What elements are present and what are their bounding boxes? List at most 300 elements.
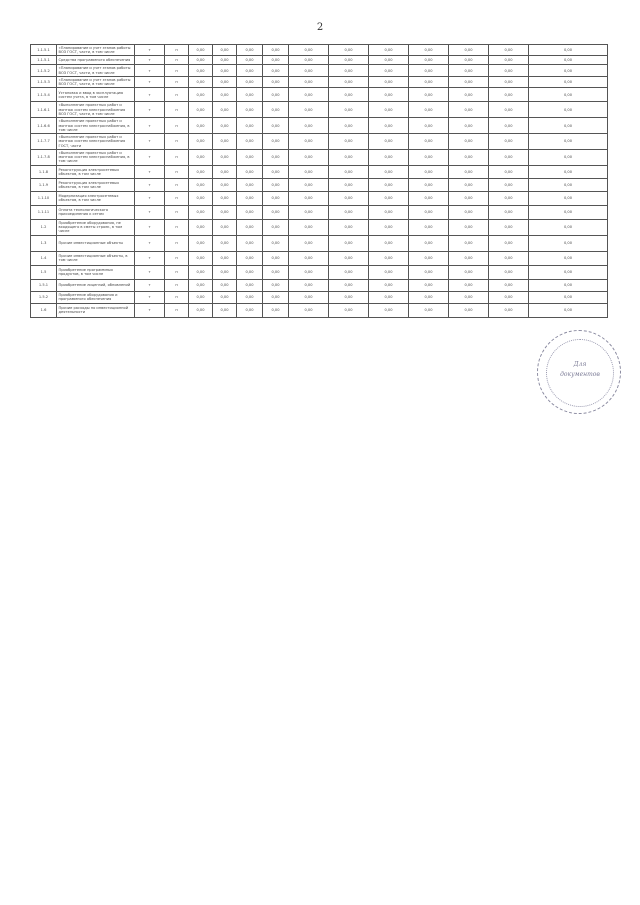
row-value: 0,00 bbox=[263, 45, 289, 56]
row-value: 0,00 bbox=[409, 303, 449, 317]
table-row bbox=[31, 118, 608, 134]
row-value: 0,00 bbox=[529, 65, 608, 76]
row-value: 0,00 bbox=[289, 219, 329, 235]
row-unit: т bbox=[135, 235, 165, 251]
row-value: п bbox=[165, 178, 189, 191]
row-value: 0,00 bbox=[529, 251, 608, 265]
row-value: 0,00 bbox=[213, 205, 237, 219]
table-row bbox=[31, 56, 608, 65]
row-value: 0,00 bbox=[369, 88, 409, 102]
row-code: 1.1.8 bbox=[31, 165, 57, 178]
row-value: 0,00 bbox=[529, 118, 608, 134]
row-value: 0,00 bbox=[489, 88, 529, 102]
row-value: 0,00 bbox=[369, 178, 409, 191]
row-value: 0,00 bbox=[213, 165, 237, 178]
row-value: 0,00 bbox=[449, 251, 489, 265]
row-value: 0,00 bbox=[409, 251, 449, 265]
row-value: 0,00 bbox=[289, 118, 329, 134]
row-value: 0,00 bbox=[449, 219, 489, 235]
row-value: 0,00 bbox=[449, 205, 489, 219]
row-value: 0,00 bbox=[409, 265, 449, 279]
row-description: «Планирование и учет этапов работы ВОЗ ГОСТ, части, в том числе bbox=[57, 76, 135, 87]
row-value: 0,00 bbox=[369, 76, 409, 87]
table-row bbox=[31, 178, 608, 191]
row-value: 0,00 bbox=[369, 205, 409, 219]
row-value: 0,00 bbox=[237, 191, 263, 205]
row-code: 1.6 bbox=[31, 303, 57, 317]
row-value: 0,00 bbox=[189, 118, 213, 134]
row-value: 0,00 bbox=[289, 279, 329, 291]
table-row bbox=[31, 102, 608, 118]
row-value: 0,00 bbox=[529, 291, 608, 303]
row-value: 0,00 bbox=[449, 291, 489, 303]
row-value: 0,00 bbox=[289, 102, 329, 118]
row-value: 0,00 bbox=[329, 291, 369, 303]
row-value: 0,00 bbox=[369, 265, 409, 279]
row-value: 0,00 bbox=[409, 165, 449, 178]
row-code: 1.5.2 bbox=[31, 291, 57, 303]
row-value: 0,00 bbox=[289, 149, 329, 165]
row-value: 0,00 bbox=[189, 56, 213, 65]
table-row bbox=[31, 76, 608, 87]
row-value: 0,00 bbox=[189, 88, 213, 102]
row-value: 0,00 bbox=[369, 134, 409, 150]
row-value: 0,00 bbox=[289, 88, 329, 102]
row-value: 0,00 bbox=[189, 205, 213, 219]
row-value: п bbox=[165, 191, 189, 205]
row-value: 0,00 bbox=[329, 134, 369, 150]
row-value: 0,00 bbox=[409, 56, 449, 65]
row-unit: т bbox=[135, 219, 165, 235]
row-value: 0,00 bbox=[409, 191, 449, 205]
row-value: 0,00 bbox=[263, 65, 289, 76]
row-description: Оплата технологического присоединения к сетям bbox=[57, 205, 135, 219]
row-description: Установка и ввод в эксплуатацию систем учета, в том числе bbox=[57, 88, 135, 102]
row-value: 0,00 bbox=[489, 134, 529, 150]
row-value: 0,00 bbox=[213, 134, 237, 150]
row-value: 0,00 bbox=[369, 303, 409, 317]
row-value: 0,00 bbox=[489, 165, 529, 178]
row-value: 0,00 bbox=[237, 279, 263, 291]
row-value: 0,00 bbox=[237, 76, 263, 87]
row-value: 0,00 bbox=[329, 303, 369, 317]
row-description: «Выполнение проектных работ и монтаж систем электроснабжения, в том числе bbox=[57, 118, 135, 134]
row-value: 0,00 bbox=[263, 279, 289, 291]
row-value: п bbox=[165, 76, 189, 87]
row-value: 0,00 bbox=[369, 235, 409, 251]
row-value: 0,00 bbox=[409, 102, 449, 118]
row-description: Прочие инвестиционные объекты bbox=[57, 235, 135, 251]
row-code: 1.1.5.1 bbox=[31, 56, 57, 65]
row-value: 0,00 bbox=[529, 178, 608, 191]
row-value: 0,00 bbox=[449, 191, 489, 205]
stamp-text-line2: документов bbox=[560, 371, 600, 378]
table-row bbox=[31, 303, 608, 317]
row-value: 0,00 bbox=[489, 149, 529, 165]
row-value: 0,00 bbox=[329, 56, 369, 65]
row-description: Прочие расходы по инвестиционной деятельности bbox=[57, 303, 135, 317]
row-value: 0,00 bbox=[529, 134, 608, 150]
row-value: 0,00 bbox=[237, 88, 263, 102]
row-description: «Планирование и учет этапов работы ВОЗ ГОСТ, части, в том числе bbox=[57, 65, 135, 76]
row-value: 0,00 bbox=[263, 291, 289, 303]
row-value: 0,00 bbox=[489, 251, 529, 265]
row-value: 0,00 bbox=[409, 219, 449, 235]
row-value: 0,00 bbox=[529, 45, 608, 56]
row-value: 0,00 bbox=[489, 191, 529, 205]
row-value: 0,00 bbox=[329, 149, 369, 165]
row-value: 0,00 bbox=[369, 102, 409, 118]
row-unit: т bbox=[135, 303, 165, 317]
row-description: Реконструкция электросетевых объектов, в том числе bbox=[57, 165, 135, 178]
row-description: Средства программного обеспечения bbox=[57, 56, 135, 65]
row-value: п bbox=[165, 102, 189, 118]
row-value: 0,00 bbox=[329, 45, 369, 56]
row-unit: т bbox=[135, 291, 165, 303]
row-value: 0,00 bbox=[263, 76, 289, 87]
row-code: 1.2 bbox=[31, 219, 57, 235]
row-value: 0,00 bbox=[213, 279, 237, 291]
row-value: 0,00 bbox=[189, 178, 213, 191]
row-unit: т bbox=[135, 65, 165, 76]
row-value: 0,00 bbox=[329, 165, 369, 178]
row-value: 0,00 bbox=[449, 165, 489, 178]
row-value: 0,00 bbox=[489, 102, 529, 118]
row-value: 0,00 bbox=[409, 65, 449, 76]
row-code: 1.1.11 bbox=[31, 205, 57, 219]
row-value: 0,00 bbox=[489, 205, 529, 219]
row-value: 0,00 bbox=[263, 235, 289, 251]
row-value: 0,00 bbox=[529, 102, 608, 118]
row-value: 0,00 bbox=[409, 279, 449, 291]
row-value: 0,00 bbox=[263, 219, 289, 235]
row-value: 0,00 bbox=[529, 235, 608, 251]
row-unit: т bbox=[135, 118, 165, 134]
row-value: 0,00 bbox=[289, 165, 329, 178]
row-value: 0,00 bbox=[529, 76, 608, 87]
table-row bbox=[31, 88, 608, 102]
data-table bbox=[30, 44, 608, 318]
row-value: 0,00 bbox=[289, 235, 329, 251]
row-unit: т bbox=[135, 165, 165, 178]
row-value: 0,00 bbox=[409, 45, 449, 56]
row-value: 0,00 bbox=[409, 118, 449, 134]
row-unit: т bbox=[135, 134, 165, 150]
row-value: 0,00 bbox=[409, 88, 449, 102]
row-value: 0,00 bbox=[489, 65, 529, 76]
row-value: п bbox=[165, 149, 189, 165]
row-unit: т bbox=[135, 102, 165, 118]
stamp-text-line1: Для bbox=[573, 361, 587, 368]
table-row bbox=[31, 235, 608, 251]
row-value: п bbox=[165, 265, 189, 279]
row-value: 0,00 bbox=[263, 205, 289, 219]
row-value: 0,00 bbox=[369, 219, 409, 235]
official-stamp bbox=[537, 330, 621, 414]
row-code: 1.1.9 bbox=[31, 178, 57, 191]
row-value: 0,00 bbox=[529, 219, 608, 235]
table-row bbox=[31, 191, 608, 205]
row-value: 0,00 bbox=[409, 149, 449, 165]
row-unit: т bbox=[135, 205, 165, 219]
row-value: 0,00 bbox=[189, 165, 213, 178]
row-value: п bbox=[165, 56, 189, 65]
row-value: 0,00 bbox=[449, 56, 489, 65]
row-code: 1.1.7.8 bbox=[31, 149, 57, 165]
row-value: 0,00 bbox=[213, 219, 237, 235]
row-value: 0,00 bbox=[329, 219, 369, 235]
row-value: 0,00 bbox=[263, 178, 289, 191]
row-description: Приобретение оборудования и программного обеспечения bbox=[57, 291, 135, 303]
row-unit: т bbox=[135, 149, 165, 165]
table-row bbox=[31, 65, 608, 76]
row-value: 0,00 bbox=[449, 149, 489, 165]
row-value: 0,00 bbox=[449, 65, 489, 76]
row-value: 0,00 bbox=[489, 279, 529, 291]
row-value: 0,00 bbox=[237, 149, 263, 165]
row-value: 0,00 bbox=[529, 165, 608, 178]
row-value: 0,00 bbox=[489, 235, 529, 251]
row-value: 0,00 bbox=[213, 303, 237, 317]
row-value: 0,00 bbox=[189, 279, 213, 291]
row-value: 0,00 bbox=[263, 118, 289, 134]
row-value: 0,00 bbox=[263, 56, 289, 65]
row-value: 0,00 bbox=[237, 102, 263, 118]
row-value: 0,00 bbox=[289, 291, 329, 303]
row-value: 0,00 bbox=[213, 65, 237, 76]
row-value: 0,00 bbox=[369, 279, 409, 291]
row-value: 0,00 bbox=[213, 118, 237, 134]
row-value: 0,00 bbox=[189, 303, 213, 317]
row-value: 0,00 bbox=[329, 251, 369, 265]
row-value: 0,00 bbox=[489, 303, 529, 317]
row-value: 0,00 bbox=[237, 118, 263, 134]
row-description: «Планирование и учет этапов работы ВОЗ ГОСТ, части, в том числе bbox=[57, 45, 135, 56]
row-value: 0,00 bbox=[409, 205, 449, 219]
row-value: 0,00 bbox=[213, 235, 237, 251]
row-unit: т bbox=[135, 56, 165, 65]
row-value: 0,00 bbox=[489, 76, 529, 87]
row-value: 0,00 bbox=[409, 178, 449, 191]
row-value: п bbox=[165, 251, 189, 265]
row-value: 0,00 bbox=[489, 291, 529, 303]
row-value: п bbox=[165, 65, 189, 76]
row-value: 0,00 bbox=[189, 102, 213, 118]
row-value: 0,00 bbox=[237, 205, 263, 219]
row-value: 0,00 bbox=[237, 178, 263, 191]
row-value: 0,00 bbox=[213, 56, 237, 65]
row-description: «Выполнение проектных работ и монтаж систем электроснабжения, в том числе bbox=[57, 149, 135, 165]
row-value: 0,00 bbox=[409, 76, 449, 87]
table-row bbox=[31, 279, 608, 291]
row-value: 0,00 bbox=[263, 191, 289, 205]
row-value: 0,00 bbox=[263, 134, 289, 150]
row-unit: т bbox=[135, 191, 165, 205]
row-value: 0,00 bbox=[489, 178, 529, 191]
table-row bbox=[31, 165, 608, 178]
row-value: 0,00 bbox=[369, 56, 409, 65]
row-value: 0,00 bbox=[409, 291, 449, 303]
row-description: «Выполнение проектных работ и монтаж систем электроснабжения ГОСТ, части bbox=[57, 134, 135, 150]
row-value: 0,00 bbox=[189, 65, 213, 76]
row-code: 1.3 bbox=[31, 235, 57, 251]
row-value: 0,00 bbox=[237, 45, 263, 56]
row-value: п bbox=[165, 219, 189, 235]
row-value: п bbox=[165, 235, 189, 251]
row-code: 1.1.5.4 bbox=[31, 88, 57, 102]
row-value: 0,00 bbox=[489, 118, 529, 134]
row-description: Приобретение программных продуктов, в том числе bbox=[57, 265, 135, 279]
row-value: 0,00 bbox=[529, 303, 608, 317]
row-value: 0,00 bbox=[529, 265, 608, 279]
table-row bbox=[31, 265, 608, 279]
row-value: п bbox=[165, 205, 189, 219]
row-value: 0,00 bbox=[289, 265, 329, 279]
row-value: 0,00 bbox=[329, 178, 369, 191]
row-value: 0,00 bbox=[529, 191, 608, 205]
row-value: 0,00 bbox=[369, 251, 409, 265]
row-value: 0,00 bbox=[529, 88, 608, 102]
row-code: 1.1.7.7 bbox=[31, 134, 57, 150]
row-value: 0,00 bbox=[289, 56, 329, 65]
row-value: 0,00 bbox=[329, 88, 369, 102]
row-value: 0,00 bbox=[449, 303, 489, 317]
row-value: 0,00 bbox=[237, 219, 263, 235]
row-value: 0,00 bbox=[289, 205, 329, 219]
row-value: 0,00 bbox=[329, 65, 369, 76]
row-unit: т bbox=[135, 265, 165, 279]
row-value: 0,00 bbox=[409, 235, 449, 251]
row-value: п bbox=[165, 303, 189, 317]
row-value: 0,00 bbox=[329, 205, 369, 219]
row-description: Прочие инвестиционные объекты, в том числе bbox=[57, 251, 135, 265]
row-value: 0,00 bbox=[369, 291, 409, 303]
row-value: 0,00 bbox=[449, 265, 489, 279]
row-value: п bbox=[165, 291, 189, 303]
row-unit: т bbox=[135, 279, 165, 291]
row-value: 0,00 bbox=[289, 303, 329, 317]
row-description: Модернизация электросетевых объектов, в том числе bbox=[57, 191, 135, 205]
row-value: 0,00 bbox=[189, 149, 213, 165]
row-value: 0,00 bbox=[189, 191, 213, 205]
row-description: Реконструкция электросетевых объектов, в том числе bbox=[57, 178, 135, 191]
row-value: 0,00 bbox=[329, 102, 369, 118]
row-value: 0,00 bbox=[369, 165, 409, 178]
row-value: 0,00 bbox=[189, 251, 213, 265]
row-value: 0,00 bbox=[289, 191, 329, 205]
row-value: 0,00 bbox=[263, 102, 289, 118]
table-row bbox=[31, 205, 608, 219]
row-value: п bbox=[165, 45, 189, 56]
row-description: «Выполнение проектных работ и монтаж систем электроснабжения ВОЗ ГОСТ, части, в том числе bbox=[57, 102, 135, 118]
row-code: 1.1.6.1 bbox=[31, 102, 57, 118]
row-value: 0,00 bbox=[237, 165, 263, 178]
row-value: 0,00 bbox=[237, 56, 263, 65]
row-value: 0,00 bbox=[189, 76, 213, 87]
row-value: 0,00 bbox=[329, 118, 369, 134]
row-value: 0,00 bbox=[449, 134, 489, 150]
row-value: 0,00 bbox=[449, 88, 489, 102]
row-value: 0,00 bbox=[489, 56, 529, 65]
row-code: 1.1.5.2 bbox=[31, 65, 57, 76]
row-value: п bbox=[165, 134, 189, 150]
row-value: 0,00 bbox=[489, 219, 529, 235]
row-value: п bbox=[165, 165, 189, 178]
row-value: 0,00 bbox=[213, 88, 237, 102]
row-unit: т bbox=[135, 251, 165, 265]
table-row bbox=[31, 219, 608, 235]
row-code: 1.1.10 bbox=[31, 191, 57, 205]
row-value: 0,00 bbox=[189, 45, 213, 56]
table-row bbox=[31, 251, 608, 265]
row-value: 0,00 bbox=[213, 265, 237, 279]
row-value: 0,00 bbox=[449, 279, 489, 291]
row-value: 0,00 bbox=[213, 45, 237, 56]
row-value: 0,00 bbox=[449, 102, 489, 118]
row-unit: т bbox=[135, 76, 165, 87]
row-value: 0,00 bbox=[449, 45, 489, 56]
row-value: 0,00 bbox=[213, 76, 237, 87]
table-body bbox=[31, 45, 608, 318]
row-value: 0,00 bbox=[289, 76, 329, 87]
row-code: 1.1.6.6 bbox=[31, 118, 57, 134]
row-value: 0,00 bbox=[449, 76, 489, 87]
row-value: 0,00 bbox=[263, 149, 289, 165]
row-value: п bbox=[165, 118, 189, 134]
row-value: 0,00 bbox=[369, 118, 409, 134]
row-code: 1.4 bbox=[31, 251, 57, 265]
row-value: 0,00 bbox=[289, 45, 329, 56]
table-row bbox=[31, 149, 608, 165]
row-value: 0,00 bbox=[529, 279, 608, 291]
row-value: 0,00 bbox=[329, 76, 369, 87]
row-value: 0,00 bbox=[213, 178, 237, 191]
row-unit: т bbox=[135, 178, 165, 191]
table-row bbox=[31, 45, 608, 56]
row-value: 0,00 bbox=[263, 303, 289, 317]
row-value: 0,00 bbox=[489, 265, 529, 279]
row-unit: т bbox=[135, 45, 165, 56]
row-value: п bbox=[165, 279, 189, 291]
row-value: 0,00 bbox=[237, 134, 263, 150]
row-value: 0,00 bbox=[189, 265, 213, 279]
row-value: 0,00 bbox=[237, 291, 263, 303]
row-code: 1.5 bbox=[31, 265, 57, 279]
row-value: 0,00 bbox=[213, 291, 237, 303]
row-value: 0,00 bbox=[449, 118, 489, 134]
row-value: 0,00 bbox=[189, 235, 213, 251]
row-value: 0,00 bbox=[237, 235, 263, 251]
row-value: 0,00 bbox=[213, 251, 237, 265]
row-value: 0,00 bbox=[289, 178, 329, 191]
row-value: 0,00 bbox=[213, 191, 237, 205]
row-value: 0,00 bbox=[409, 134, 449, 150]
row-value: 0,00 bbox=[489, 45, 529, 56]
row-value: 0,00 bbox=[329, 265, 369, 279]
row-code: 1.1.5.3 bbox=[31, 76, 57, 87]
row-value: 0,00 bbox=[237, 265, 263, 279]
row-value: 0,00 bbox=[529, 205, 608, 219]
row-value: 0,00 bbox=[213, 102, 237, 118]
row-code: 1.1.5.1 bbox=[31, 45, 57, 56]
row-value: 0,00 bbox=[237, 303, 263, 317]
row-value: 0,00 bbox=[213, 149, 237, 165]
row-description: Приобретение оборудования, не входящего в сметы строек, в том числе bbox=[57, 219, 135, 235]
row-value: 0,00 bbox=[369, 65, 409, 76]
row-value: 0,00 bbox=[529, 149, 608, 165]
page-number: 2 bbox=[316, 22, 324, 33]
row-unit: т bbox=[135, 88, 165, 102]
